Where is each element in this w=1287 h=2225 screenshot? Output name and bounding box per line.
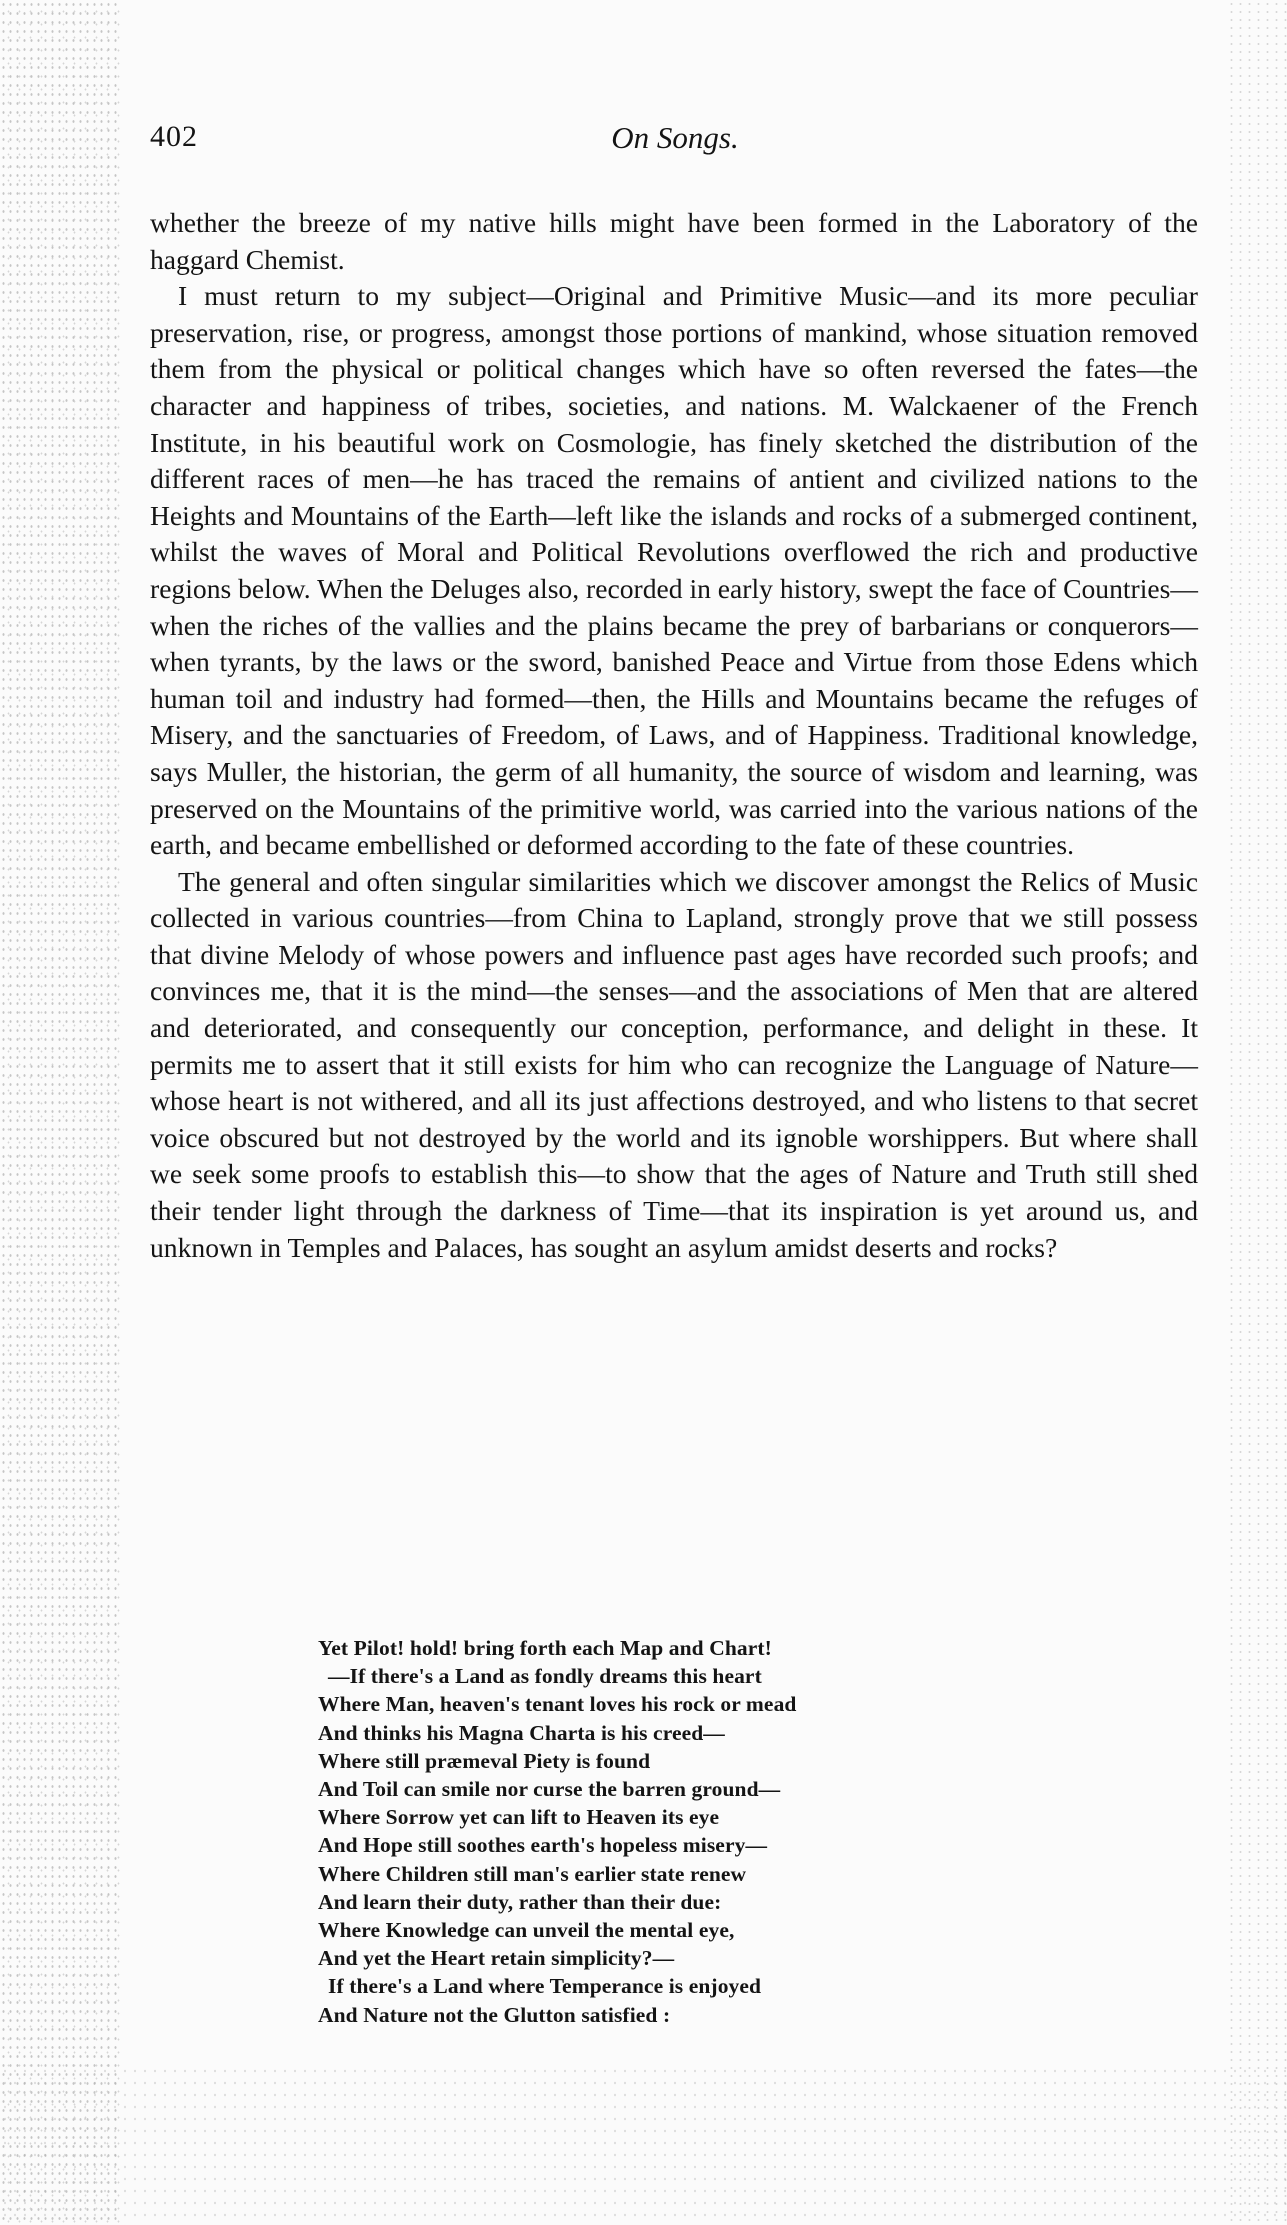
poem-line: And thinks his Magna Charta is his creed— [318, 1720, 725, 1745]
poem-line: And learn their duty, rather than their due: [318, 1889, 722, 1914]
poem-line: Yet Pilot! hold! bring forth each Map and Chart! [318, 1636, 772, 1660]
poem-line: Where Children still man's earlier state renew [318, 1861, 747, 1886]
page-header [150, 120, 1200, 164]
paragraph-original-music: I must return to my subject—Original and Primitive Music—and its more peculiar preservation, rise, or progress, amongst those portions of mankind, whose situation removed them from the physical or political changes which have so often reversed the fates—the character and happiness of tribes, societies, and nations. M. Walckaener of the French Institute, in his beautiful work on Cosmologie, has finely sketched the distribution of the different races of men—he has traced the remains of antient and civilized nations to the Heights and Mountains of the Earth—left like the islands and rocks of a submerged continent, whilst the waves of Moral and Political Revolutions overflowed the rich and productive regions below. When the Deluges also, recorded in early history, swept the face of Countries—when the riches of the vallies and the plains became the prey of barbarians or conquerors—when tyrants, by the laws or the sword, banished Peace and Virtue from those Edens which human toil and industry had formed—then, the Hills and Mountains became the refuges of Misery, and the sanctuaries of Freedom, of Laws, and of Happiness. Traditional knowledge, says Muller, the historian, the germ of all humanity, the source of wisdom and learning, was preserved on the Mountains of the primitive world, was carried into the various nations of the earth, and became embellished or deformed according to the fate of these countries. [150, 280, 1198, 861]
paragraph-continuation: whether the breeze of my native hills might have been formed in the Laboratory of the haggard Chemist. [150, 207, 1198, 275]
poem-line: Where Sorrow yet can lift to Heaven its eye [318, 1805, 720, 1830]
scan-noise-right-margin [1227, 0, 1287, 2225]
scan-noise-bottom-margin [0, 2065, 1287, 2225]
scan-noise-left-margin [0, 0, 120, 2225]
poem-line: Where Man, heaven's tenant loves his rock or mead [318, 1692, 797, 1717]
poem-line: And yet the Heart retain simplicity?— [318, 1946, 675, 1971]
paragraph-relics-of-music: The general and often singular similarities which we discover amongst the Relics of Music collected in various countries—from China to Lapland, strongly prove that we still possess that divine Melody of whose powers and influence past ages have recorded such proofs; and convinces me, that it is the mind—the senses—and the associations of Men that are altered and deteriorated, and consequently our conception, performance, and delight in these. It permits me to assert that it still exists for him who can recognize the Language of Nature—whose heart is not withered, and all its just affections destroyed, and who listens to that secret voice obscured but not destroyed by the world and its ignoble worshippers. But where shall we seek some proofs to establish this—to show that the ages of Nature and Truth still shed their tender light through the darkness of Time—that its inspiration is yet around us, and unknown in Temples and Palaces, has sought an asylum amidst deserts and rocks? [150, 865, 1198, 1263]
poem-line: If there's a Land where Temperance is enjoyed [328, 1974, 762, 1999]
running-title: On Songs. [611, 120, 739, 155]
poem-quotation [318, 1634, 1078, 2029]
body-text [150, 205, 1198, 1266]
poem-line: —If there's a Land as fondly dreams this heart [328, 1664, 762, 1689]
poem-line: And Toil can smile nor curse the barren ground— [318, 1777, 781, 1802]
poem-line: And Hope still soothes earth's hopeless misery— [318, 1833, 768, 1858]
poem-line: And Nature not the Glutton satisfied : [318, 2002, 671, 2027]
poem-line: Where still præmeval Piety is found [318, 1748, 651, 1773]
page-number: 402 [150, 120, 198, 153]
poem-line: Where Knowledge can unveil the mental eye, [318, 1918, 735, 1943]
